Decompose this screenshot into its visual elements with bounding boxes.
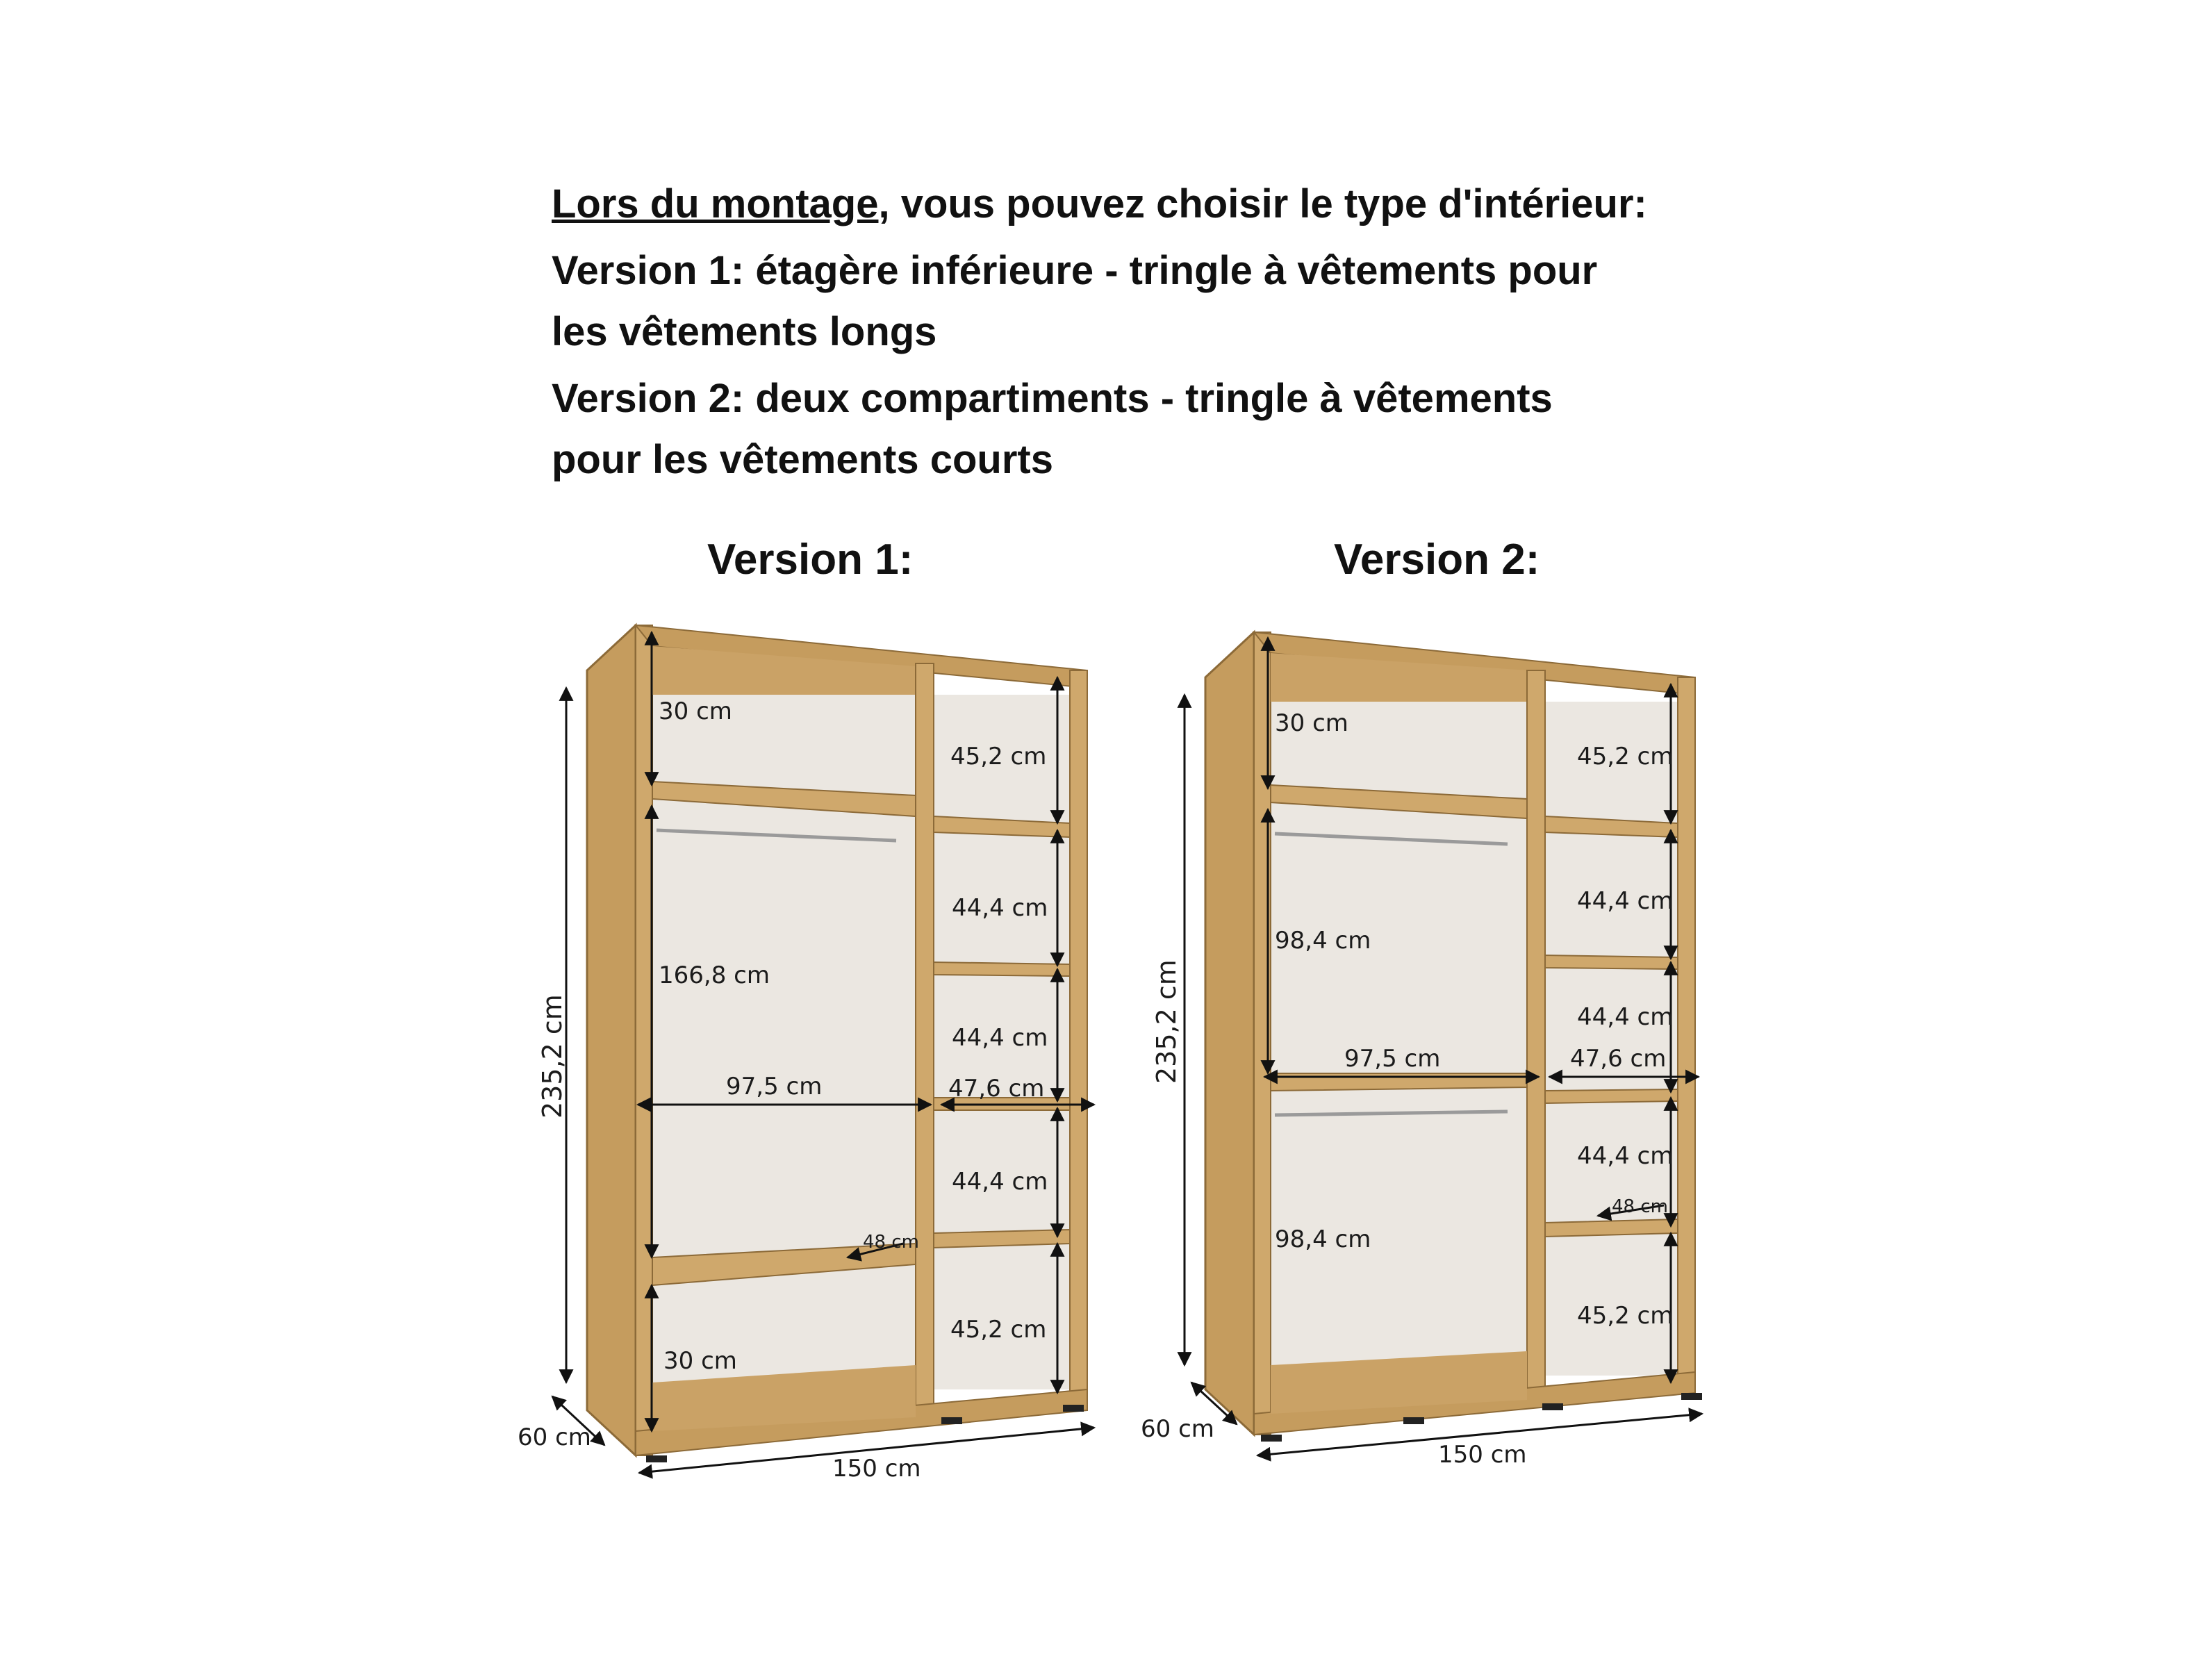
back-panel-right: [1546, 702, 1681, 1376]
inner-depth-label: 48 cm: [1612, 1196, 1668, 1217]
right-shelf-label-2: 44,4 cm: [952, 894, 1048, 922]
height-label: 235,2 cm: [1151, 959, 1182, 1084]
side-panel-right: [1678, 677, 1695, 1393]
intro-version-2-line-2: pour les vêtements courts: [552, 437, 1053, 482]
shelf-right: [1545, 1089, 1678, 1103]
foot: [646, 1455, 667, 1462]
left-hanging-label: 166,8 cm: [659, 961, 770, 989]
foot: [1542, 1403, 1563, 1410]
shelf-right: [1545, 955, 1678, 969]
version-2-title: Version 2:: [1334, 536, 1540, 584]
depth-label: 60 cm: [518, 1423, 591, 1451]
left-top-label: 30 cm: [1275, 709, 1348, 737]
left-top-label: 30 cm: [659, 698, 732, 725]
depth-label: 60 cm: [1141, 1415, 1214, 1443]
right-shelf-label-3: 44,4 cm: [1577, 1003, 1674, 1031]
right-shelf-label-5: 45,2 cm: [1577, 1302, 1674, 1330]
left-bottom-label: 30 cm: [663, 1347, 737, 1375]
front-stile-left: [636, 625, 652, 1455]
foot: [1063, 1405, 1084, 1412]
width-label: 150 cm: [832, 1455, 921, 1483]
intro-line-1-rest: , vous pouvez choisir le type d'intérieur:: [878, 181, 1647, 226]
wardrobe-version-2: [1141, 632, 1702, 1469]
right-shelf-label-4: 44,4 cm: [1577, 1142, 1674, 1170]
intro-version-1-line-2: les vêtements longs: [552, 309, 937, 354]
right-width-label: 47,6 cm: [1570, 1045, 1667, 1073]
left-width-label: 97,5 cm: [726, 1073, 823, 1100]
shelf-right: [934, 962, 1070, 976]
side-panel-left: [587, 625, 636, 1455]
inner-depth-label: 48 cm: [863, 1232, 919, 1253]
right-shelf-label-4: 44,4 cm: [952, 1168, 1048, 1196]
height-label: 235,2 cm: [537, 994, 568, 1119]
right-shelf-label-2: 44,4 cm: [1577, 887, 1674, 915]
intro-version-2-line-1: Version 2: deux compartiments - tringle à vêtements: [552, 376, 1553, 421]
foot: [1681, 1393, 1702, 1400]
width-label: 150 cm: [1438, 1441, 1527, 1469]
foot: [941, 1417, 962, 1424]
intro-underlined: Lors du montage: [552, 181, 879, 226]
shelf-right: [1545, 1219, 1678, 1237]
side-panel-right: [1070, 670, 1087, 1410]
right-shelf-label-1: 45,2 cm: [950, 743, 1047, 770]
wardrobe-version-1: [518, 625, 1094, 1483]
intro-version-1-line-1: Version 1: étagère inférieure - tringle à vêtements pour: [552, 248, 1598, 293]
foot: [1403, 1417, 1424, 1424]
middle-divider: [1527, 670, 1545, 1403]
left-width-label: 97,5 cm: [1344, 1045, 1441, 1073]
middle-divider: [916, 663, 934, 1421]
left-upper-hanging-label: 98,4 cm: [1275, 927, 1371, 955]
right-shelf-label-1: 45,2 cm: [1577, 743, 1674, 770]
left-lower-hanging-label: 98,4 cm: [1275, 1225, 1371, 1253]
side-panel-left: [1205, 632, 1254, 1435]
foot: [1261, 1435, 1282, 1442]
right-width-label: 47,6 cm: [948, 1075, 1045, 1103]
version-1-title: Version 1:: [707, 536, 914, 584]
right-shelf-label-3: 44,4 cm: [952, 1024, 1048, 1052]
right-shelf-label-5: 45,2 cm: [950, 1316, 1047, 1344]
